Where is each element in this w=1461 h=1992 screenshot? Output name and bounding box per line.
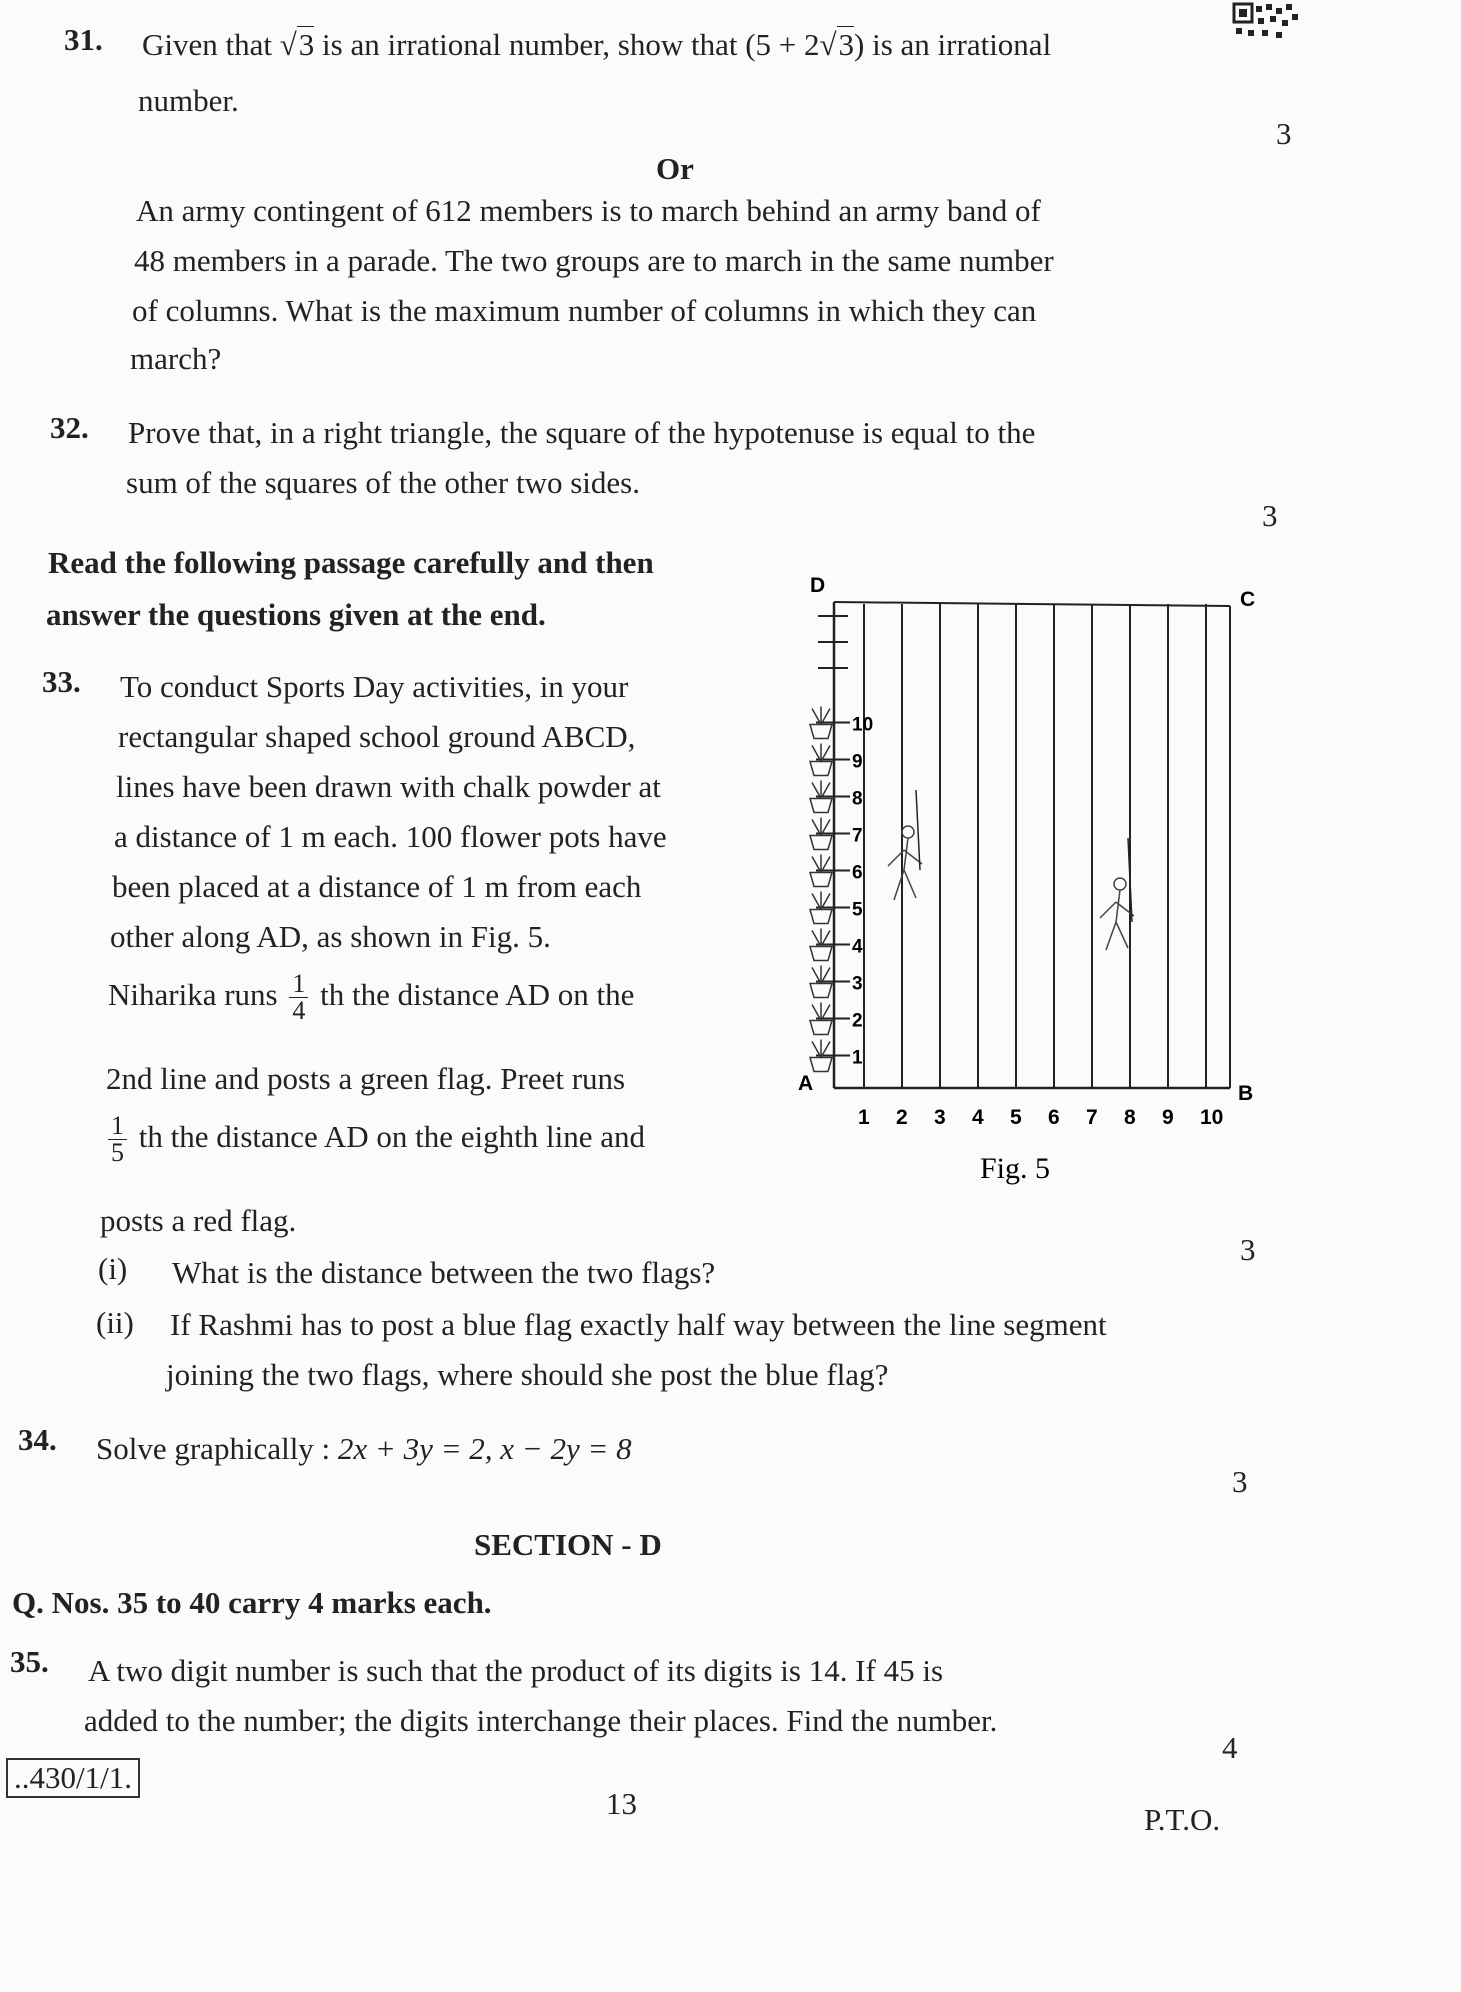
- q34-line: [96, 1424, 632, 1473]
- q33-niharika-pre: Niharika runs: [108, 977, 278, 1012]
- q31-line-1: [142, 20, 1051, 69]
- y-label-5: 5: [852, 899, 863, 921]
- corner-label-c: C: [1240, 588, 1256, 611]
- y-label-9: 9: [852, 751, 863, 773]
- q31-line-2: number.: [138, 83, 239, 118]
- x-label-1: 1: [858, 1106, 870, 1129]
- q33-preet-line: [104, 1112, 645, 1166]
- x-label-6: 6: [1048, 1106, 1060, 1129]
- y-label-1: 1: [852, 1047, 863, 1069]
- y-label-3: 3: [852, 973, 863, 995]
- q31-alt-line-1: An army contingent of 612 members is to march behind an army band of: [136, 193, 1041, 228]
- fraction-numerator: 1: [289, 971, 308, 998]
- q33-sub-ii-line-1: If Rashmi has to post a blue flag exactly half way between the line segment: [170, 1307, 1107, 1342]
- q32-line-2: sum of the squares of the other two sides.: [126, 465, 640, 500]
- q34-equation: 2x + 3y = 2, x − 2y = 8: [337, 1431, 632, 1466]
- x-label-5: 5: [1010, 1106, 1022, 1129]
- y-label-8: 8: [852, 788, 863, 810]
- chalk-lines: [864, 604, 1206, 1088]
- q35-number: 35.: [10, 1644, 49, 1679]
- q32-marks: 3: [1262, 498, 1278, 533]
- passage-intro-line-2: answer the questions given at the end.: [46, 597, 546, 632]
- q33-preet-post: th the distance AD on the eighth line and: [138, 1119, 645, 1154]
- q33-sub-ii-line-2: joining the two flags, where should she post the blue flag?: [166, 1357, 889, 1392]
- fraction-one-fourth: [289, 971, 308, 1024]
- x-axis-labels: [858, 1106, 1223, 1129]
- y-label-7: 7: [852, 825, 863, 847]
- q31-number: 31.: [64, 22, 103, 57]
- q31-text-mid: is an irrational number, show that: [322, 27, 738, 62]
- q33-line-3: lines have been drawn with chalk powder at: [116, 769, 661, 804]
- q31-expr-close: ): [854, 27, 865, 62]
- q35-line-1: A two digit number is such that the product of its digits is 14. If 45 is: [88, 1653, 944, 1688]
- q33-red-flag-line: posts a red flag.: [100, 1203, 297, 1238]
- q34-number: 34.: [18, 1422, 57, 1457]
- q33-line-6: other along AD, as shown in Fig. 5.: [110, 919, 551, 954]
- x-label-3: 3: [934, 1106, 946, 1129]
- x-label-2: 2: [896, 1106, 908, 1129]
- q31-text-post: is an irrational: [872, 27, 1052, 62]
- q32-line-1: Prove that, in a right triangle, the square of the hypotenuse is equal to the: [128, 415, 1036, 450]
- q33-line-4: a distance of 1 m each. 100 flower pots have: [114, 819, 667, 854]
- q33-green-flag-line: 2nd line and posts a green flag. Preet runs: [106, 1061, 626, 1096]
- flower-pots: [810, 707, 832, 1072]
- q33-sub-ii-label: (ii): [96, 1305, 134, 1340]
- fraction-one-fifth: [108, 1113, 127, 1166]
- q31-alt-line-4: march?: [130, 341, 222, 376]
- y-label-4: 4: [852, 936, 863, 958]
- y-label-6: 6: [852, 862, 863, 884]
- q33-line-2: rectangular shaped school ground ABCD,: [118, 719, 636, 754]
- corner-label-d: D: [810, 574, 826, 597]
- runner-figure-2: [1100, 838, 1134, 950]
- pto-label: P.T.O.: [1144, 1802, 1221, 1837]
- q34-marks: 3: [1232, 1464, 1248, 1499]
- q31-expr-sqrt: 3: [838, 27, 855, 62]
- x-label-10: 10: [1200, 1106, 1224, 1129]
- q33-niharika-post: th the distance AD on the: [320, 977, 635, 1012]
- sqrt-symbol-icon: √: [819, 27, 837, 62]
- q33-niharika-line: [108, 970, 634, 1024]
- q31-alt-line-2: 48 members in a parade. The two groups are to march in the same number: [134, 243, 1054, 278]
- q32-number: 32.: [50, 410, 89, 445]
- x-label-4: 4: [972, 1106, 984, 1129]
- q33-number: 33.: [42, 664, 81, 699]
- fraction-numerator: 1: [108, 1113, 127, 1140]
- corner-label-b: B: [1238, 1082, 1254, 1105]
- q31-or: Or: [656, 151, 694, 186]
- figure-caption: Fig. 5: [980, 1152, 1051, 1185]
- y-axis-labels: [852, 715, 873, 1069]
- passage-intro-line-1: Read the following passage carefully and then: [48, 545, 654, 580]
- y-label-10: 10: [852, 714, 874, 736]
- figure-grid: [810, 602, 1230, 1088]
- q35-line-2: added to the number; the digits interchange their places. Find the number.: [84, 1703, 998, 1738]
- x-label-9: 9: [1162, 1106, 1174, 1129]
- q31-text-pre: Given that: [142, 27, 272, 62]
- qr-code-icon: [1232, 2, 1300, 42]
- figure-5: [790, 570, 1270, 1190]
- x-label-8: 8: [1124, 1106, 1136, 1129]
- q33-line-1: To conduct Sports Day activities, in your: [120, 669, 629, 704]
- q33-sub-i: What is the distance between the two flags?: [172, 1255, 716, 1290]
- x-label-7: 7: [1086, 1106, 1098, 1129]
- y-label-2: 2: [852, 1010, 863, 1032]
- q34-text-pre: Solve graphically :: [96, 1431, 331, 1466]
- fraction-denominator: 5: [111, 1138, 124, 1168]
- q31-marks: 3: [1276, 116, 1292, 151]
- fraction-denominator: 4: [292, 996, 306, 1026]
- boundary-dc: [834, 602, 1230, 606]
- q35-marks: 4: [1222, 1730, 1238, 1765]
- page-number: 13: [606, 1786, 637, 1821]
- paper-code: ..430/1/1.: [6, 1758, 140, 1798]
- q31-expr-open: (5 + 2: [745, 27, 820, 62]
- section-title: SECTION - D: [474, 1527, 662, 1562]
- section-note: Q. Nos. 35 to 40 carry 4 marks each.: [12, 1585, 492, 1620]
- runner-figure-1: [888, 790, 922, 900]
- q33-sub-i-label: (i): [98, 1251, 128, 1286]
- corner-label-a: A: [798, 1072, 814, 1095]
- q31-sqrt-value: 3: [298, 27, 315, 62]
- q33-marks: 3: [1240, 1232, 1256, 1267]
- q31-alt-line-3: of columns. What is the maximum number of columns in which they can: [132, 293, 1037, 328]
- sqrt-symbol-icon: √: [279, 27, 297, 62]
- q33-line-5: been placed at a distance of 1 m from each: [112, 869, 642, 904]
